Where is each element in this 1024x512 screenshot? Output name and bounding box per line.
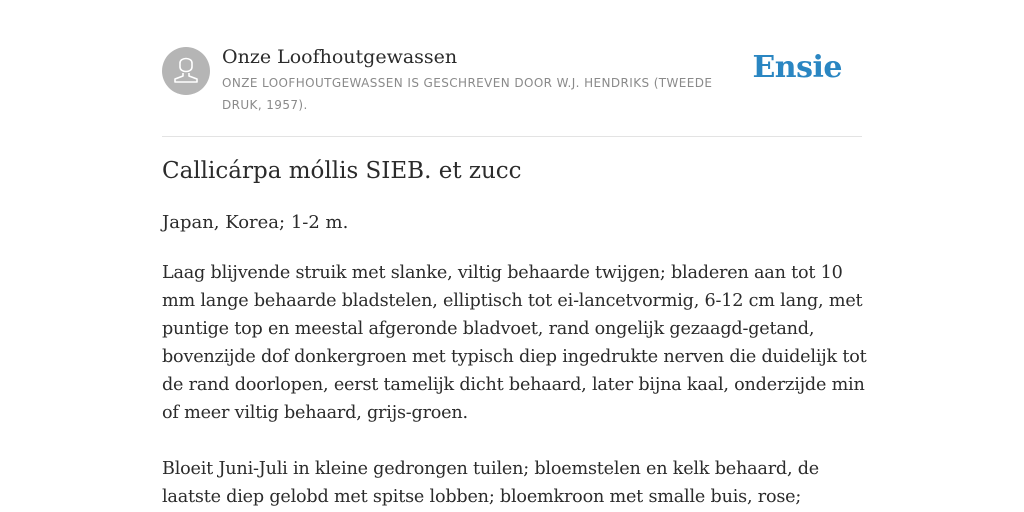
source-header	[162, 44, 862, 137]
article-paragraph-2: Bloeit Juni-Juli in kleine gedrongen tuilen; bloemstelen en kelk behaard, de laatste diep gelobd met spitse lobben; bloemkroon met smalle buis, rose;	[162, 459, 820, 507]
user-silhouette-icon	[162, 47, 210, 95]
source-subtitle: ONZE LOOFHOUTGEWASSEN IS GESCHREVEN DOOR W.J. HENDRIKS (TWEEDE DRUK, 1957).	[222, 76, 713, 112]
ensie-logo-link[interactable]: Ensie	[752, 50, 842, 85]
article-origin: Japan, Korea; 1-2 m.	[162, 212, 349, 233]
source-title[interactable]: Onze Loofhoutgewassen	[222, 46, 458, 68]
article-title: Callicárpa móllis SIEB. et zucc	[162, 158, 522, 184]
article-paragraph-1: Laag blijvende struik met slanke, viltig behaarde twijgen; bladeren aan tot 10 mm lange behaarde bladstelen, elliptisch tot ei-lancetvormig, 6-12 cm lang, met puntige top en meestal afgeronde bladvoet, rand ongelijk gezaagd-getand, bovenzijde dof donkergroen met typisch diep ingedrukte nerven die duidelijk tot de rand doorlopen, eerst tamelijk dicht behaard, later bijna kaal, onderzijde min of meer viltig behaard, grijs-groen.	[162, 263, 867, 423]
